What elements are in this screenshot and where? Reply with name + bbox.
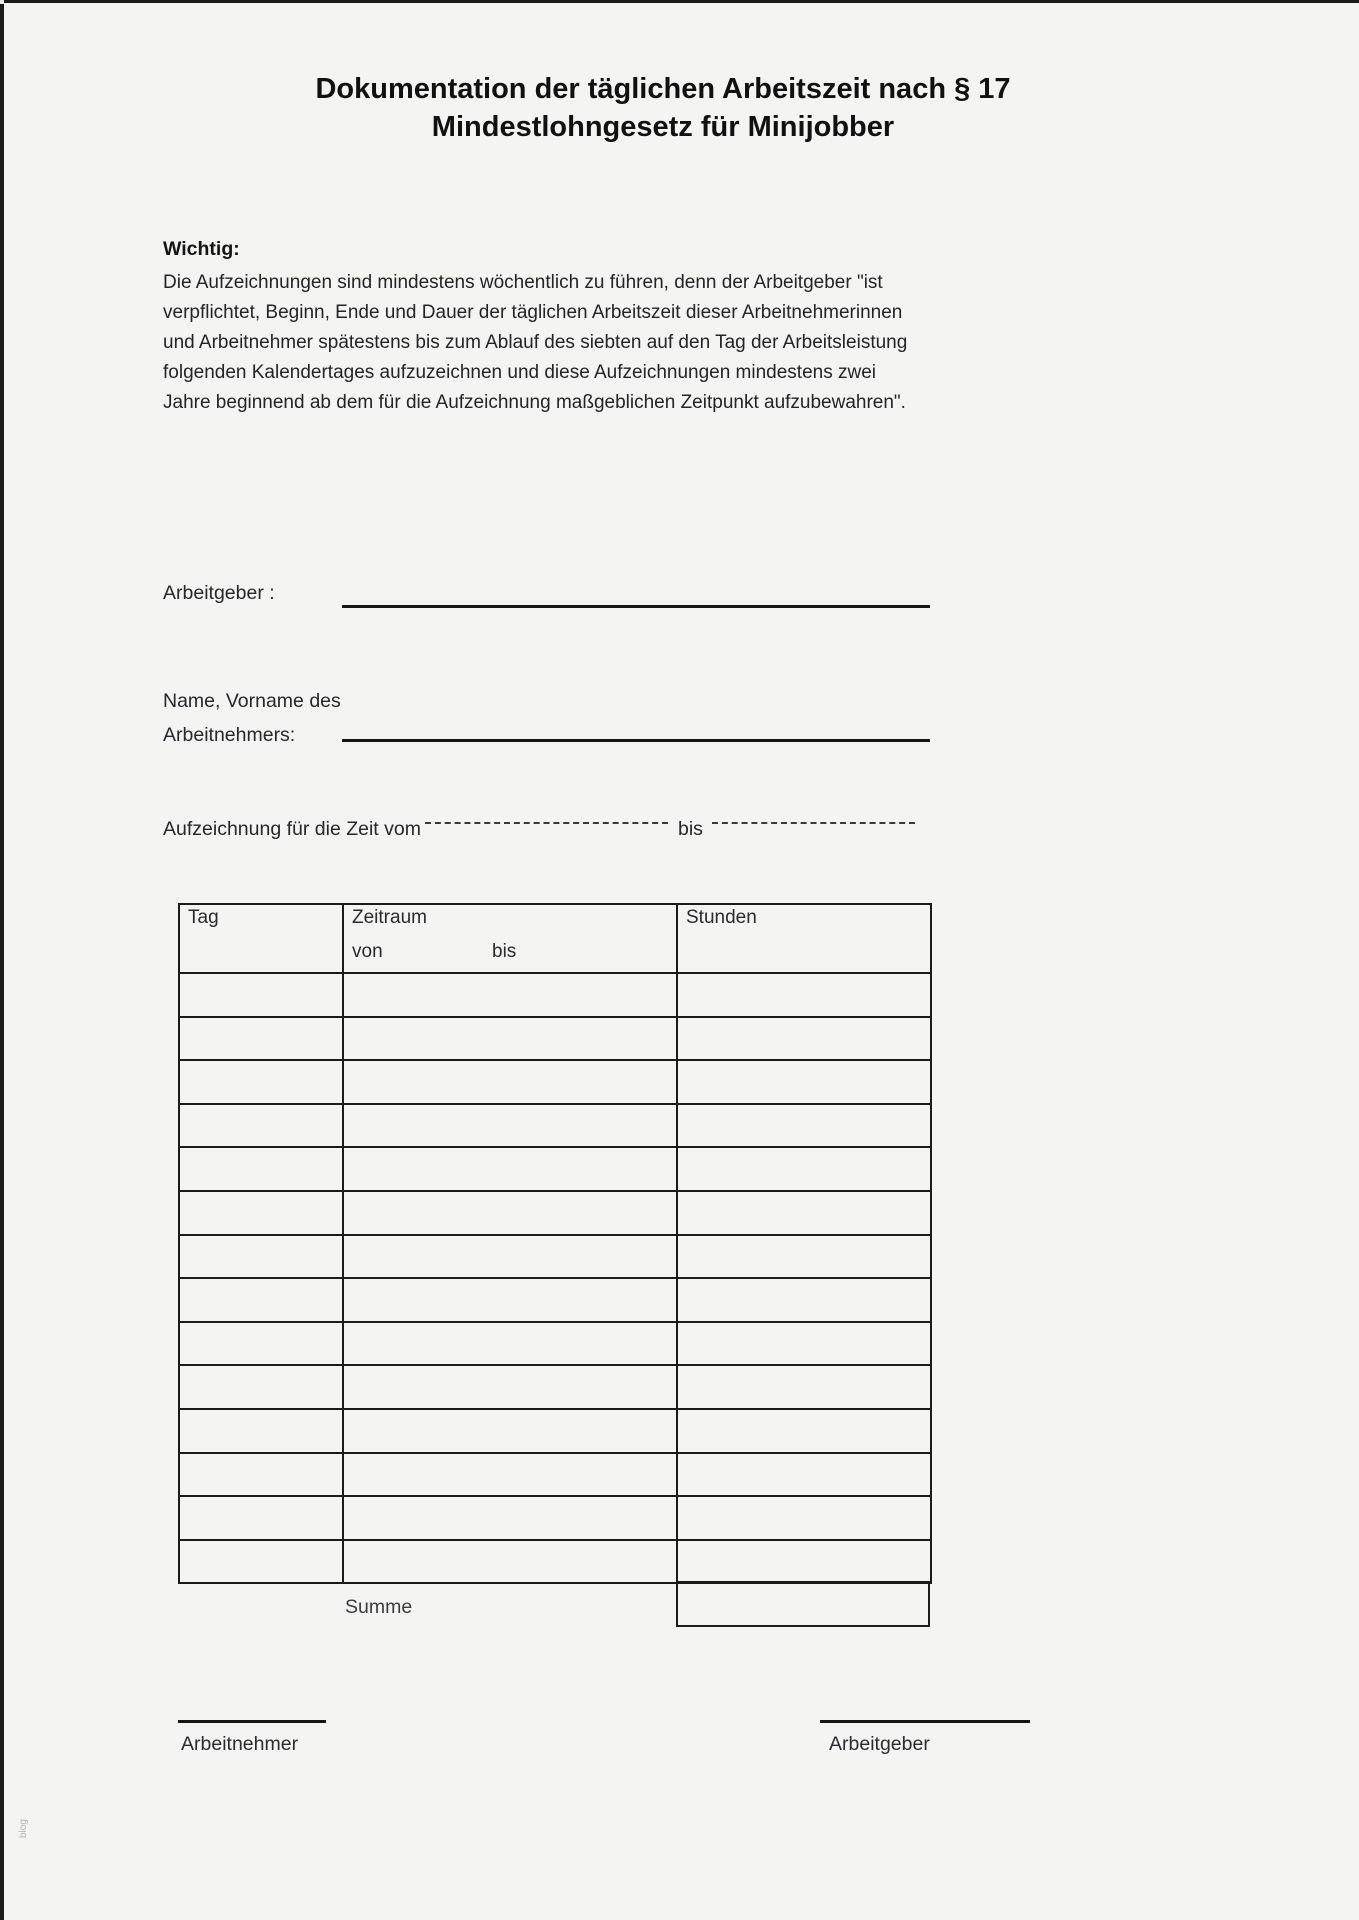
worklog-row [179,1147,931,1191]
zeitraum-cell[interactable] [343,1322,677,1366]
tag-cell[interactable] [179,1322,343,1366]
stunden-cell[interactable] [677,1409,931,1453]
worklog-row [179,1104,931,1148]
employer-signature-line[interactable] [820,1720,1030,1723]
tag-cell[interactable] [179,1453,343,1497]
stunden-cell[interactable] [677,973,931,1017]
stunden-cell[interactable] [677,1365,931,1409]
stunden-cell[interactable] [677,1496,931,1540]
worklog-row [179,1017,931,1061]
zeitraum-cell[interactable] [343,1278,677,1322]
bis-label: bis [492,941,517,962]
tag-cell[interactable] [179,1409,343,1453]
stunden-header: Stunden [677,904,931,973]
worklog-row [179,1496,931,1540]
worklog-row [179,1365,931,1409]
tag-cell[interactable] [179,1191,343,1235]
period-label: Aufzeichnung für die Zeit vom [163,818,421,840]
stunden-cell[interactable] [677,1104,931,1148]
tag-cell[interactable] [179,1147,343,1191]
employer-label: Arbeitgeber : [163,582,275,604]
stunden-cell[interactable] [677,1017,931,1061]
employee-signature-label: Arbeitnehmer [181,1733,299,1755]
stunden-cell[interactable] [677,1060,931,1104]
stunden-cell[interactable] [677,1278,931,1322]
zeitraum-cell[interactable] [343,1409,677,1453]
zeitraum-cell[interactable] [343,1540,677,1584]
page-edge-top [3,0,1359,3]
summe-label: Summe [345,1596,413,1618]
worklog-row [179,973,931,1017]
worklog-row [179,1235,931,1279]
worklog-row [179,1278,931,1322]
tag-cell[interactable] [179,1104,343,1148]
zeitraum-cell[interactable] [343,1017,677,1061]
tag-cell[interactable] [179,1060,343,1104]
summe-total-cell[interactable] [676,1581,930,1627]
page-edge-left [0,3,4,1920]
tag-cell[interactable] [179,973,343,1017]
worklog-row [179,1409,931,1453]
period-bis-label: bis [678,818,703,840]
employee-name-label-line1: Name, Vorname des [163,690,341,712]
stunden-cell[interactable] [677,1147,931,1191]
tag-cell[interactable] [179,1017,343,1061]
zeitraum-header-label: Zeitraum [352,907,427,928]
employer-signature-label: Arbeitgeber [829,1733,930,1755]
period-to-input-line[interactable] [712,822,915,824]
page-title [0,70,1326,146]
zeitraum-cell[interactable] [343,1104,677,1148]
worklog-row [179,1060,931,1104]
employer-input-line[interactable] [342,605,930,608]
page-title-line-2: Mindestlohngesetz für Minijobber [431,111,895,143]
worklog-row [179,1540,931,1584]
tag-cell[interactable] [179,1540,343,1584]
von-label: von [352,941,383,962]
worklog-table [178,903,932,1584]
worklog-row [179,1453,931,1497]
worklog-table-container [178,903,932,1584]
zeitraum-cell[interactable] [343,1147,677,1191]
zeitraum-cell[interactable] [343,1453,677,1497]
employee-signature-line[interactable] [178,1720,326,1723]
watermark-text: blog [18,1819,29,1838]
worklog-table-body [179,973,931,1583]
worklog-header-row [179,904,931,973]
worklog-row [179,1322,931,1366]
important-heading: Wichtig: [163,238,240,260]
zeitraum-cell[interactable] [343,973,677,1017]
zeitraum-cell[interactable] [343,1365,677,1409]
zeitraum-header [343,904,677,973]
tag-cell[interactable] [179,1365,343,1409]
tag-cell[interactable] [179,1496,343,1540]
page-edge-corner-notch [0,0,4,4]
tag-cell[interactable] [179,1278,343,1322]
stunden-cell[interactable] [677,1235,931,1279]
employee-name-label-line2: Arbeitnehmers: [163,724,296,746]
stunden-cell[interactable] [677,1453,931,1497]
zeitraum-cell[interactable] [343,1235,677,1279]
important-paragraph: Die Aufzeichnungen sind mindestens wöchentlich zu führen, denn der Arbeitgeber "ist verpflichtet, Beginn, Ende und Dauer der täglichen Arbeitszeit dieser Arbeitnehmerinnen und Arbeitnehmer spätestens bis zum Ablauf des siebten auf den Tag der Arbeitsleistung folgenden Kalendertages aufzuzeichnen und diese Aufzeichnungen mindestens zwei Jahre beginnend ab dem für die Aufzeichnung maßgeblichen Zeitpunkt aufzubewahren". [163,272,908,413]
zeitraum-cell[interactable] [343,1496,677,1540]
zeitraum-cell[interactable] [343,1191,677,1235]
tag-cell[interactable] [179,1235,343,1279]
stunden-cell[interactable] [677,1540,931,1584]
zeitraum-cell[interactable] [343,1060,677,1104]
stunden-cell[interactable] [677,1322,931,1366]
tag-header: Tag [179,904,343,973]
period-from-input-line[interactable] [425,822,668,824]
page-title-line-1: Dokumentation der täglichen Arbeitszeit nach § 17 [315,73,1011,105]
worklog-row [179,1191,931,1235]
employee-name-input-line[interactable] [342,739,930,742]
stunden-cell[interactable] [677,1191,931,1235]
